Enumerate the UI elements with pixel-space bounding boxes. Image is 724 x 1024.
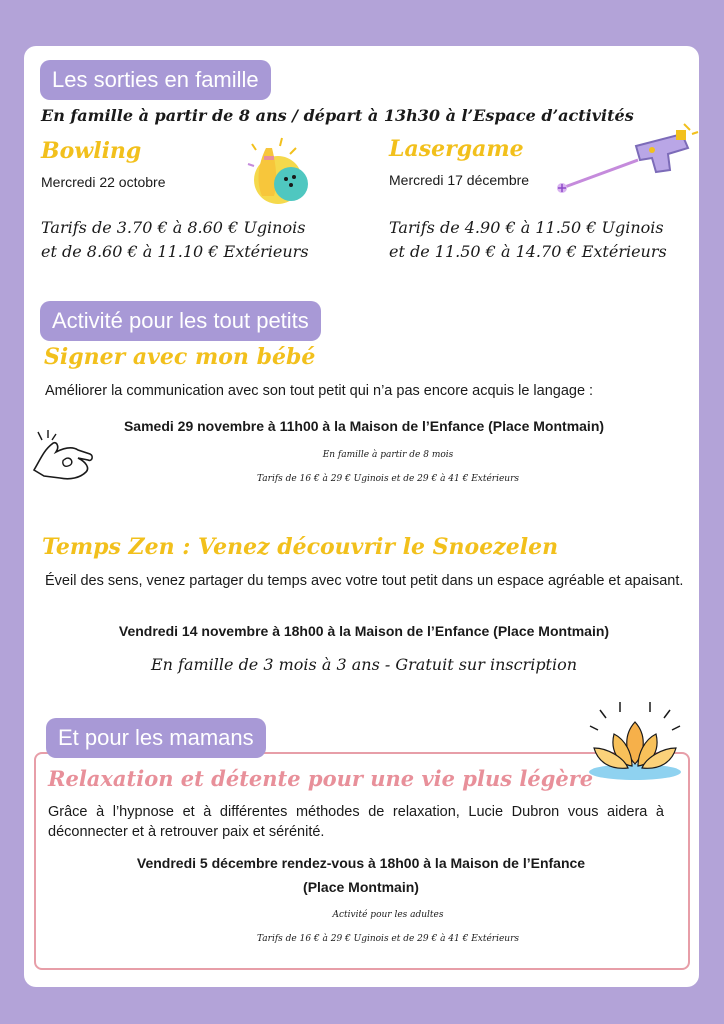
- family-subtitle: En famille à partir de 8 ans / départ à 13h30 à l’Espace d’activités: [41, 106, 634, 125]
- lotus-icon: [580, 700, 690, 784]
- bowling-price-line2: et de 8.60 € à 11.10 € Extérieurs: [41, 242, 309, 261]
- signer-age: En famille à partir de 8 mois: [322, 450, 454, 460]
- signer-price: Tarifs de 16 € à 29 € Uginois et de 29 € à 41 € Extérieurs: [256, 474, 520, 484]
- relaxation-date-line1: Vendredi 5 décembre rendez-vous à 18h00 à la Maison de l’Enfance: [136, 855, 586, 871]
- section-heading-mothers: Et pour les mamans: [46, 718, 266, 758]
- section-heading-family-outings: Les sorties en famille: [40, 60, 271, 100]
- relaxation-title: Relaxation et détente pour une vie plus légère: [48, 766, 594, 791]
- zen-description: Éveil des sens, venez partager du temps avec votre tout petit dans un espace agréable et apaisant.: [45, 573, 684, 589]
- bowling-price-line1: Tarifs de 3.70 € à 8.60 € Uginois: [41, 218, 306, 237]
- signer-description: Améliorer la communication avec son tout petit qui n’a pas encore acquis le langage :: [45, 383, 594, 399]
- zen-info: En famille de 3 mois à 3 ans - Gratuit sur inscription: [150, 655, 578, 674]
- relaxation-audience: Activité pour les adultes: [332, 910, 444, 920]
- bowling-date: Mercredi 22 octobre: [41, 174, 166, 190]
- lasergame-title: Lasergame: [389, 136, 524, 162]
- zen-date: Vendredi 14 novembre à 18h00 à la Maison de l’Enfance (Place Montmain): [118, 623, 610, 639]
- zen-title: Temps Zen : Venez découvrir le Snoezelen: [42, 534, 559, 560]
- relaxation-date-line2: (Place Montmain): [303, 879, 419, 895]
- signer-date: Samedi 29 novembre à 11h00 à la Maison de l’Enfance (Place Montmain): [123, 418, 605, 434]
- section-heading-toddlers: Activité pour les tout petits: [40, 301, 321, 341]
- lasergame-price-line1: Tarifs de 4.90 € à 11.50 € Uginois: [389, 218, 664, 237]
- signer-title: Signer avec mon bébé: [44, 344, 316, 370]
- lasergame-date: Mercredi 17 décembre: [389, 172, 530, 188]
- relaxation-description: Grâce à l’hypnose et à différentes méthodes de relaxation, Lucie Dubron vous aidera à déconnecter et à retrouver paix et sérénité.: [48, 804, 664, 840]
- laser-gun-icon: [556, 124, 700, 198]
- lasergame-price-line2: et de 11.50 € à 14.70 € Extérieurs: [389, 242, 667, 261]
- bowling-title: Bowling: [41, 138, 142, 164]
- bowling-icon: [244, 134, 314, 206]
- relaxation-price: Tarifs de 16 € à 29 € Uginois et de 29 € à 41 € Extérieurs: [256, 934, 520, 944]
- sign-hand-icon: [30, 430, 100, 486]
